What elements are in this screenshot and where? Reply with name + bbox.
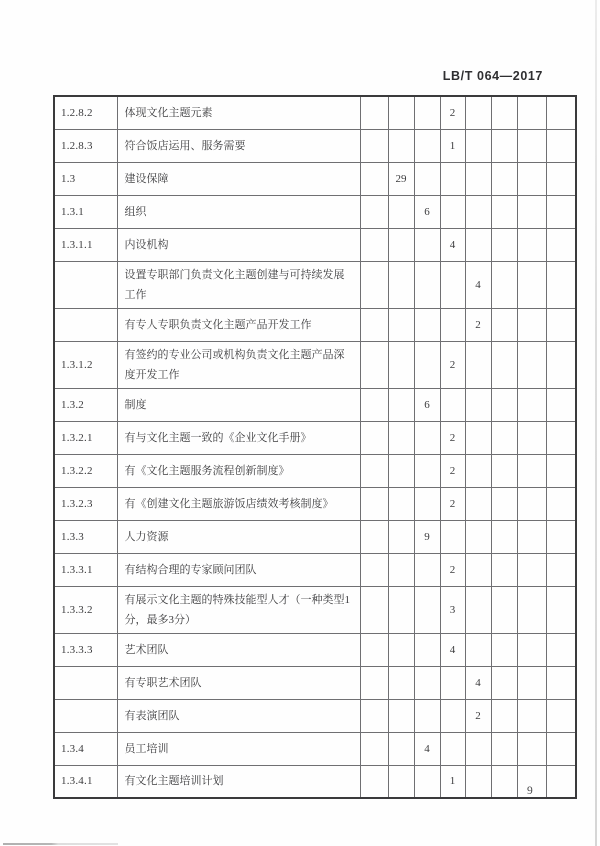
score-cell xyxy=(491,586,517,633)
table-row xyxy=(54,553,576,586)
score-cell xyxy=(388,586,414,633)
score-cell xyxy=(517,732,546,765)
score-cell xyxy=(491,195,517,228)
score-cell xyxy=(388,228,414,261)
score-cell: 2 xyxy=(440,341,465,388)
score-cell xyxy=(517,261,546,308)
row-code: 1.3.2 xyxy=(54,388,117,421)
score-cell xyxy=(360,732,388,765)
score-cell xyxy=(546,765,576,798)
score-cell xyxy=(414,633,440,666)
table-row xyxy=(54,195,576,228)
score-cell xyxy=(388,454,414,487)
score-cell xyxy=(388,553,414,586)
score-cell xyxy=(440,308,465,341)
score-cell xyxy=(465,633,491,666)
score-cell xyxy=(388,129,414,162)
score-cell: 2 xyxy=(440,454,465,487)
score-cell xyxy=(546,129,576,162)
score-cell xyxy=(388,732,414,765)
score-cell xyxy=(360,454,388,487)
score-cell xyxy=(546,666,576,699)
score-cell: 4 xyxy=(414,732,440,765)
table-row xyxy=(54,765,576,798)
row-code: 1.2.8.2 xyxy=(54,96,117,129)
score-cell xyxy=(388,261,414,308)
score-cell xyxy=(360,520,388,553)
row-code xyxy=(54,666,117,699)
score-cell xyxy=(517,96,546,129)
row-code: 1.3.4.1 xyxy=(54,765,117,798)
score-cell: 3 xyxy=(440,586,465,633)
row-description: 员工培训 xyxy=(117,732,360,765)
table-row xyxy=(54,454,576,487)
score-cell xyxy=(414,666,440,699)
row-code: 1.3.3.1 xyxy=(54,553,117,586)
score-cell xyxy=(546,228,576,261)
score-cell xyxy=(465,421,491,454)
score-cell xyxy=(491,487,517,520)
page-number: 9 xyxy=(527,785,534,797)
score-cell xyxy=(414,586,440,633)
score-cell xyxy=(465,553,491,586)
score-cell xyxy=(517,666,546,699)
score-cell xyxy=(517,308,546,341)
row-description: 有展示文化主题的特殊技能型人才（一种类型1分，最多3分） xyxy=(117,586,360,633)
score-cell xyxy=(360,765,388,798)
score-cell xyxy=(360,666,388,699)
row-description: 制度 xyxy=(117,388,360,421)
scoring-table-body xyxy=(54,96,576,798)
score-cell: 1 xyxy=(440,129,465,162)
score-cell xyxy=(517,388,546,421)
row-code: 1.3.3.3 xyxy=(54,633,117,666)
score-cell xyxy=(388,487,414,520)
row-description: 有文化主题培训计划 xyxy=(117,765,360,798)
table-row xyxy=(54,633,576,666)
row-description: 符合饭店运用、服务需要 xyxy=(117,129,360,162)
row-code: 1.3.1.2 xyxy=(54,341,117,388)
score-cell xyxy=(546,520,576,553)
score-cell xyxy=(360,421,388,454)
scan-right-edge-artifact xyxy=(595,0,597,846)
score-cell xyxy=(414,454,440,487)
score-cell: 1 xyxy=(440,765,465,798)
score-cell xyxy=(546,454,576,487)
score-cell xyxy=(465,96,491,129)
score-cell xyxy=(465,454,491,487)
row-description: 有表演团队 xyxy=(117,699,360,732)
row-description: 有签约的专业公司或机构负责文化主题产品深度开发工作 xyxy=(117,341,360,388)
row-description: 建设保障 xyxy=(117,162,360,195)
score-cell xyxy=(465,129,491,162)
score-cell xyxy=(360,487,388,520)
score-cell xyxy=(360,341,388,388)
score-cell xyxy=(517,699,546,732)
score-cell xyxy=(388,341,414,388)
table-row xyxy=(54,341,576,388)
score-cell xyxy=(491,666,517,699)
score-cell: 6 xyxy=(414,388,440,421)
score-cell xyxy=(546,699,576,732)
score-cell xyxy=(491,765,517,798)
score-cell xyxy=(414,261,440,308)
score-cell xyxy=(491,699,517,732)
score-cell xyxy=(388,96,414,129)
score-cell xyxy=(388,765,414,798)
score-cell xyxy=(491,341,517,388)
row-description: 体现文化主题元素 xyxy=(117,96,360,129)
row-code xyxy=(54,261,117,308)
score-cell xyxy=(360,699,388,732)
score-cell xyxy=(360,586,388,633)
score-cell xyxy=(517,162,546,195)
score-cell: 4 xyxy=(465,261,491,308)
score-cell xyxy=(388,699,414,732)
row-description: 有与文化主题一致的《企业文化手册》 xyxy=(117,421,360,454)
score-cell xyxy=(491,228,517,261)
score-cell xyxy=(360,228,388,261)
table-row xyxy=(54,228,576,261)
score-cell xyxy=(440,162,465,195)
score-cell xyxy=(440,520,465,553)
score-cell xyxy=(546,633,576,666)
score-cell xyxy=(414,765,440,798)
score-cell xyxy=(440,666,465,699)
score-cell xyxy=(414,421,440,454)
score-cell xyxy=(388,666,414,699)
score-cell xyxy=(465,195,491,228)
row-description: 有结构合理的专家顾问团队 xyxy=(117,553,360,586)
score-cell xyxy=(517,454,546,487)
score-cell xyxy=(440,261,465,308)
row-description: 有专职艺术团队 xyxy=(117,666,360,699)
score-cell: 4 xyxy=(465,666,491,699)
score-cell xyxy=(360,129,388,162)
score-cell xyxy=(517,586,546,633)
score-cell xyxy=(388,633,414,666)
table-row xyxy=(54,699,576,732)
score-cell: 4 xyxy=(440,228,465,261)
score-cell xyxy=(491,162,517,195)
score-cell xyxy=(388,421,414,454)
score-cell xyxy=(517,341,546,388)
score-cell xyxy=(465,586,491,633)
score-cell xyxy=(440,699,465,732)
score-cell xyxy=(517,195,546,228)
score-cell xyxy=(517,421,546,454)
standard-number-header: LB/T 064—2017 xyxy=(442,69,543,83)
score-cell xyxy=(491,308,517,341)
score-cell xyxy=(414,129,440,162)
score-cell xyxy=(440,195,465,228)
score-cell xyxy=(465,162,491,195)
table-row xyxy=(54,96,576,129)
score-cell: 2 xyxy=(440,553,465,586)
score-cell xyxy=(491,96,517,129)
row-description: 设置专职部门负责文化主题创建与可持续发展工作 xyxy=(117,261,360,308)
score-cell xyxy=(546,308,576,341)
score-cell xyxy=(388,388,414,421)
row-code: 1.3.4 xyxy=(54,732,117,765)
row-code: 1.3.1.1 xyxy=(54,228,117,261)
row-description: 有《创建文化主题旅游饭店绩效考核制度》 xyxy=(117,487,360,520)
score-cell xyxy=(414,308,440,341)
table-row xyxy=(54,421,576,454)
score-cell xyxy=(491,129,517,162)
row-code: 1.2.8.3 xyxy=(54,129,117,162)
row-description: 内设机构 xyxy=(117,228,360,261)
score-cell xyxy=(546,388,576,421)
score-cell xyxy=(440,732,465,765)
row-code: 1.3 xyxy=(54,162,117,195)
table-row xyxy=(54,487,576,520)
row-code: 1.3.3 xyxy=(54,520,117,553)
score-cell xyxy=(465,520,491,553)
score-cell xyxy=(517,633,546,666)
score-cell xyxy=(414,162,440,195)
table-row xyxy=(54,520,576,553)
row-code: 1.3.1 xyxy=(54,195,117,228)
score-cell xyxy=(388,195,414,228)
score-cell xyxy=(546,487,576,520)
score-cell xyxy=(546,586,576,633)
score-cell: 4 xyxy=(440,633,465,666)
score-cell: 2 xyxy=(440,421,465,454)
row-code xyxy=(54,699,117,732)
score-cell xyxy=(360,96,388,129)
score-cell xyxy=(546,732,576,765)
score-cell xyxy=(491,732,517,765)
table-row xyxy=(54,388,576,421)
score-cell xyxy=(360,195,388,228)
score-cell xyxy=(414,699,440,732)
row-code: 1.3.2.2 xyxy=(54,454,117,487)
score-cell xyxy=(491,553,517,586)
table-row xyxy=(54,129,576,162)
score-cell xyxy=(517,553,546,586)
table-row xyxy=(54,261,576,308)
score-cell xyxy=(465,487,491,520)
row-description: 人力资源 xyxy=(117,520,360,553)
score-cell xyxy=(388,520,414,553)
score-cell xyxy=(360,633,388,666)
score-cell xyxy=(465,388,491,421)
score-cell xyxy=(440,388,465,421)
score-cell xyxy=(360,308,388,341)
score-cell: 2 xyxy=(440,487,465,520)
table-row xyxy=(54,666,576,699)
score-cell xyxy=(414,553,440,586)
row-description: 有《文化主题服务流程创新制度》 xyxy=(117,454,360,487)
score-cell xyxy=(414,341,440,388)
score-cell xyxy=(546,553,576,586)
score-cell xyxy=(491,261,517,308)
score-cell xyxy=(546,162,576,195)
score-cell xyxy=(360,162,388,195)
row-code xyxy=(54,308,117,341)
score-cell xyxy=(546,195,576,228)
table-row xyxy=(54,308,576,341)
score-cell xyxy=(414,96,440,129)
score-cell xyxy=(491,633,517,666)
score-cell xyxy=(465,732,491,765)
score-cell xyxy=(546,421,576,454)
table-row xyxy=(54,586,576,633)
row-description: 组织 xyxy=(117,195,360,228)
score-cell xyxy=(517,129,546,162)
score-cell: 29 xyxy=(388,162,414,195)
scoring-table xyxy=(53,95,577,799)
score-cell: 2 xyxy=(465,699,491,732)
score-cell xyxy=(546,341,576,388)
score-cell xyxy=(360,553,388,586)
score-cell xyxy=(388,308,414,341)
score-cell xyxy=(546,261,576,308)
score-cell: 6 xyxy=(414,195,440,228)
score-cell xyxy=(491,454,517,487)
score-cell xyxy=(491,388,517,421)
score-cell xyxy=(491,421,517,454)
score-cell xyxy=(491,520,517,553)
row-code: 1.3.2.1 xyxy=(54,421,117,454)
score-cell xyxy=(517,228,546,261)
score-cell xyxy=(465,765,491,798)
table-row xyxy=(54,162,576,195)
row-description: 有专人专职负责文化主题产品开发工作 xyxy=(117,308,360,341)
score-cell xyxy=(517,520,546,553)
score-cell xyxy=(517,487,546,520)
row-description: 艺术团队 xyxy=(117,633,360,666)
score-cell xyxy=(546,96,576,129)
score-cell xyxy=(465,341,491,388)
table-row xyxy=(54,732,576,765)
score-cell: 9 xyxy=(414,520,440,553)
score-cell xyxy=(414,228,440,261)
score-cell xyxy=(360,261,388,308)
score-cell: 2 xyxy=(465,308,491,341)
score-cell xyxy=(414,487,440,520)
row-code: 1.3.2.3 xyxy=(54,487,117,520)
score-cell: 2 xyxy=(440,96,465,129)
score-cell xyxy=(465,228,491,261)
score-cell xyxy=(360,388,388,421)
row-code: 1.3.3.2 xyxy=(54,586,117,633)
scan-bottom-smudge-artifact xyxy=(3,843,118,845)
